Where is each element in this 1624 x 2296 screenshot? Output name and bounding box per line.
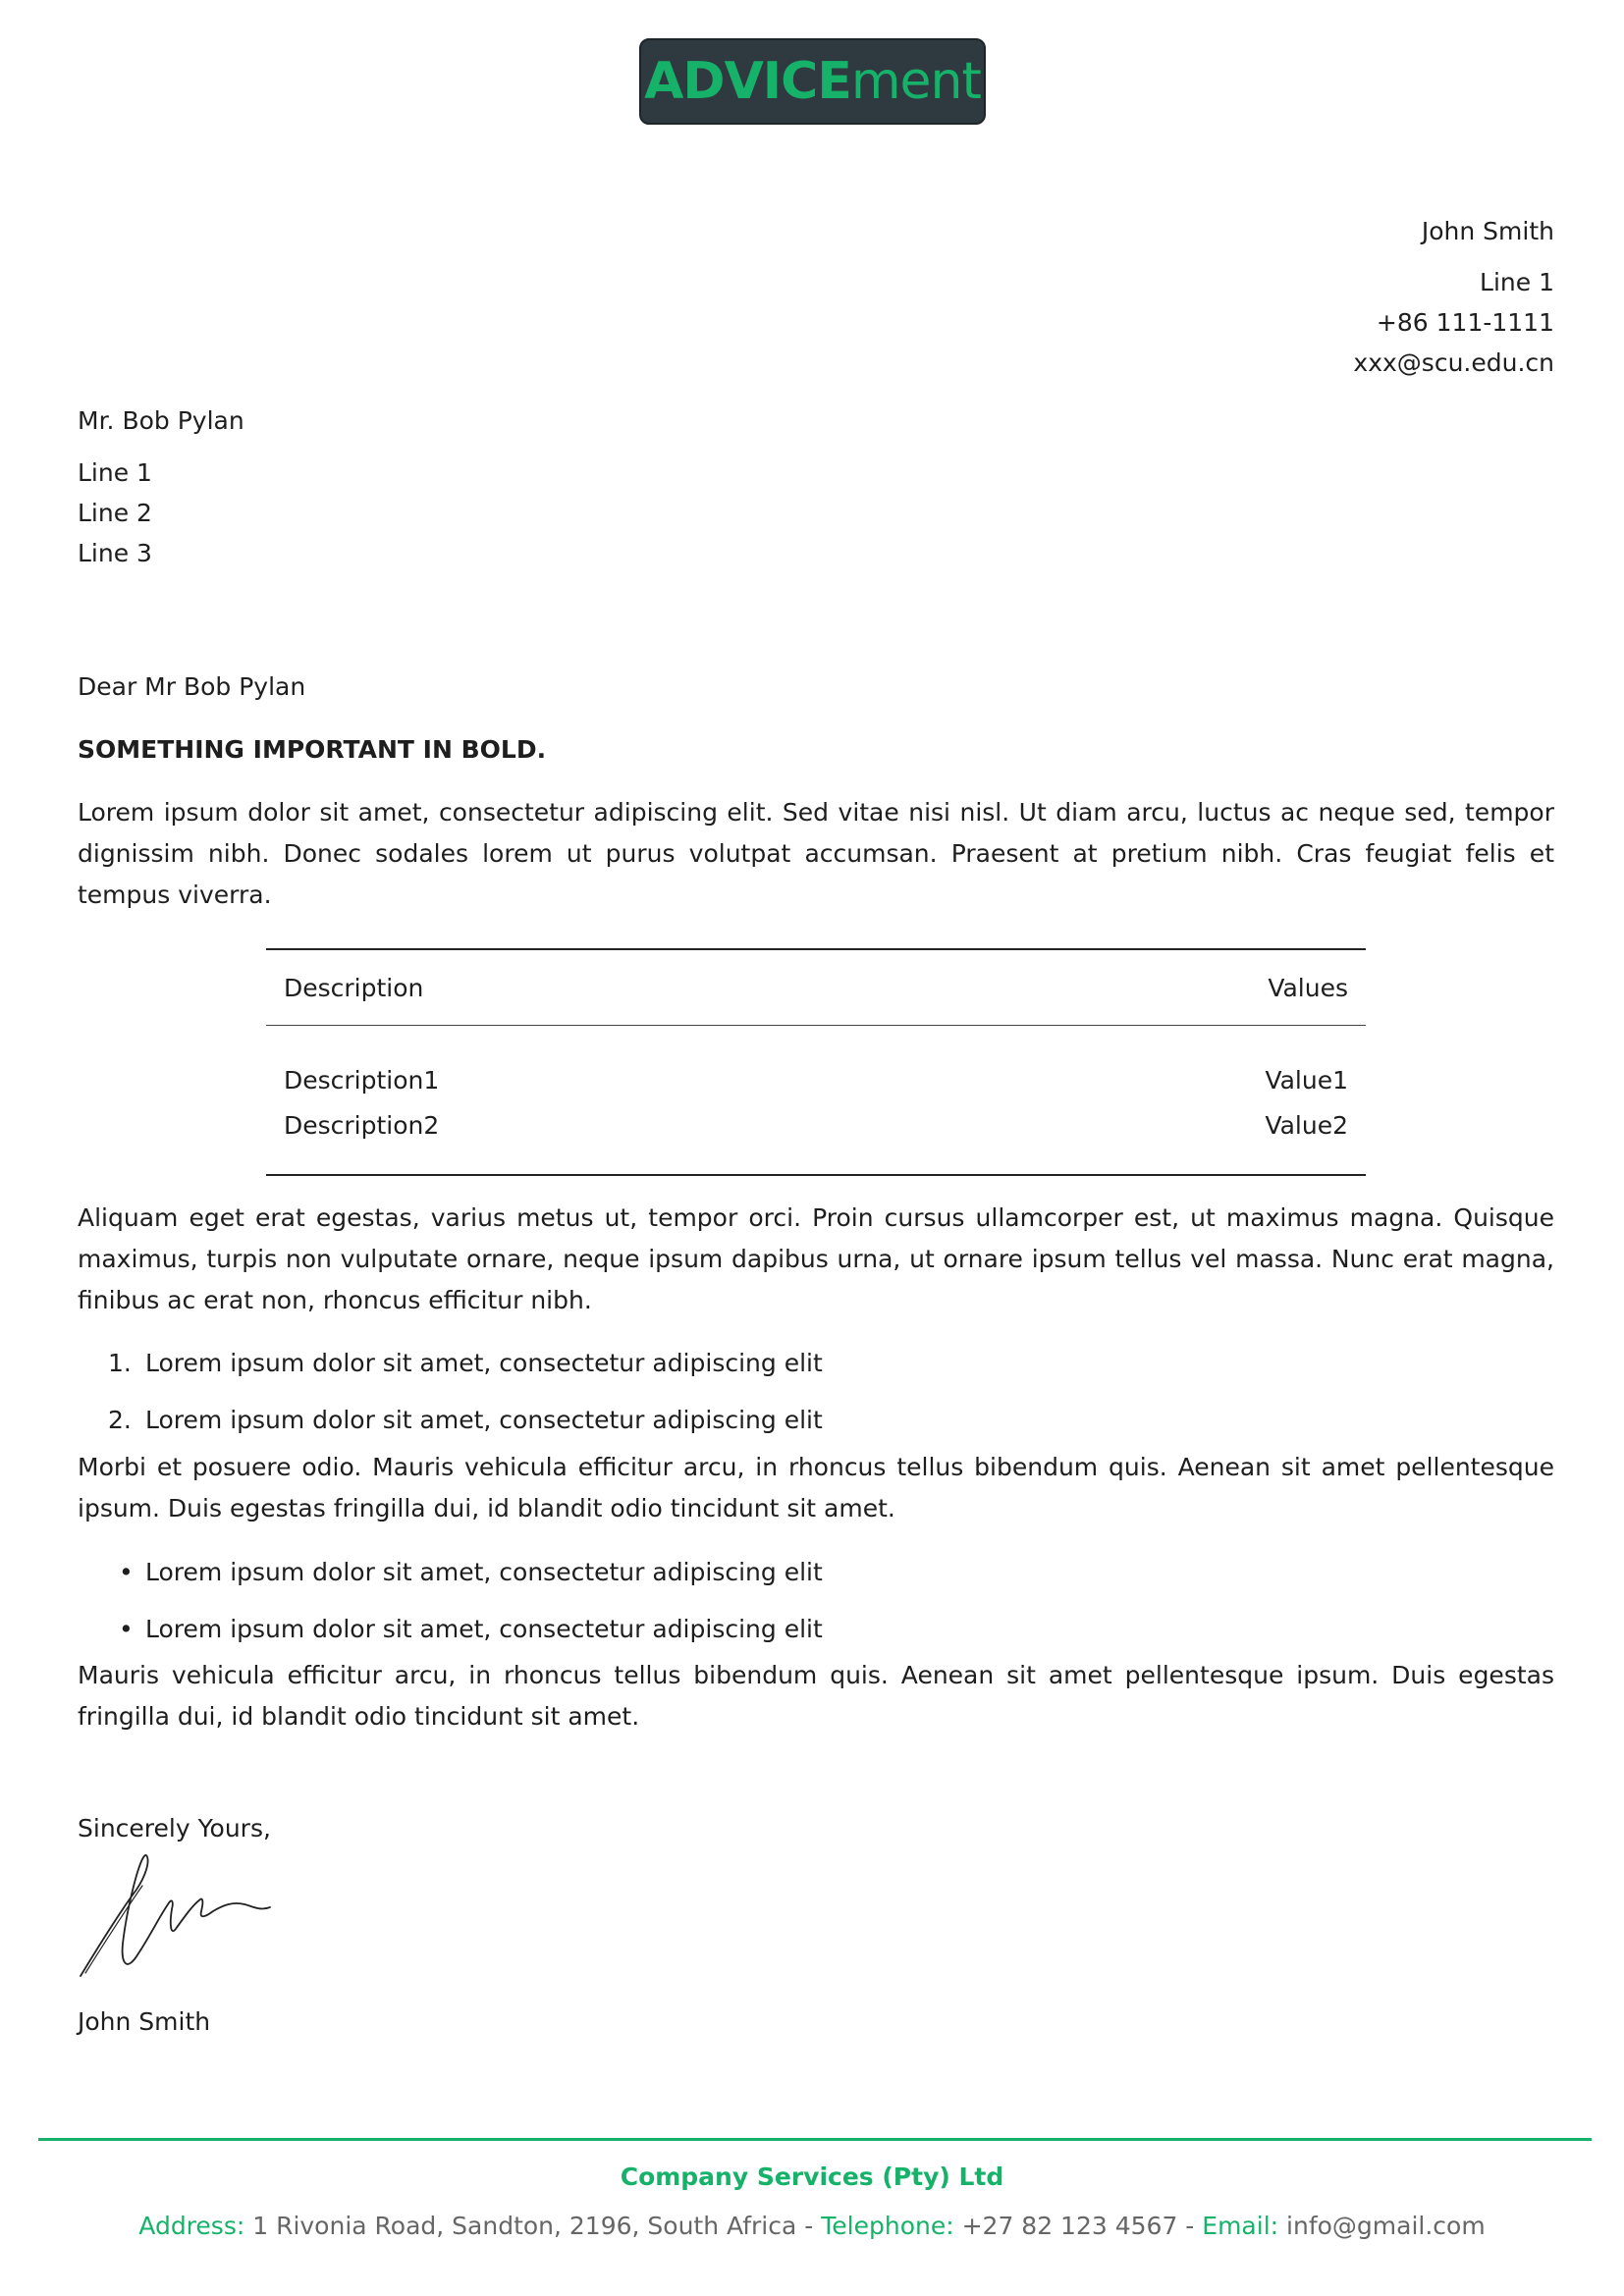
footer-divider <box>38 2138 1592 2141</box>
table-header-description: Description <box>284 973 424 1002</box>
list-item <box>119 1544 823 1601</box>
footer-contact-line <box>0 2212 1624 2240</box>
sender-address-line: Line 1 <box>1480 268 1554 296</box>
company-logo <box>639 38 986 125</box>
ordered-list <box>108 1335 823 1449</box>
footer-address: 1 Rivonia Road, Sandton, 2196, South Africa <box>252 2212 797 2240</box>
closing: Sincerely Yours, <box>78 1814 271 1842</box>
list-item-text: Lorem ipsum dolor sit amet, consectetur adipiscing elit <box>145 1615 823 1643</box>
bullet-icon: • <box>119 1558 134 1586</box>
list-item-text: Lorem ipsum dolor sit amet, consectetur adipiscing elit <box>145 1406 823 1434</box>
table-cell-value: Value1 <box>1265 1066 1348 1095</box>
greeting: Dear Mr Bob Pylan <box>78 672 306 701</box>
bullet-icon: • <box>119 1615 134 1643</box>
list-item-text: Lorem ipsum dolor sit amet, consectetur adipiscing elit <box>145 1349 823 1377</box>
recipient-name: Mr. Bob Pylan <box>78 406 244 435</box>
bullet-list <box>119 1544 823 1658</box>
paragraph-4: Mauris vehicula efficitur arcu, in rhoncus tellus bibendum quis. Aenean sit amet pellentesque ipsum. Duis egestas fringilla dui, id blandit odio tincidunt sit amet. <box>78 1661 1554 1731</box>
list-item <box>108 1392 823 1449</box>
sender-name: John Smith <box>1421 217 1554 245</box>
table-cell-value: Value2 <box>1265 1111 1348 1140</box>
bold-statement: SOMETHING IMPORTANT IN BOLD. <box>78 735 547 764</box>
recipient-address-line: Line 3 <box>78 539 152 567</box>
sender-email: xxx@scu.edu.cn <box>1353 348 1554 377</box>
list-item-number: 1. <box>108 1349 132 1377</box>
recipient-address-line: Line 2 <box>78 499 152 527</box>
footer-email-label: Email: <box>1202 2212 1279 2240</box>
footer-separator: - <box>1177 2212 1203 2240</box>
logo-text <box>644 52 981 111</box>
list-item-number: 2. <box>108 1406 132 1434</box>
table-header-values: Values <box>1268 973 1348 1002</box>
logo-text-light: ment <box>850 52 981 111</box>
footer-separator: - <box>796 2212 822 2240</box>
table-header-row <box>266 950 1366 1026</box>
values-table <box>266 948 1366 1176</box>
table-row <box>266 1026 1366 1095</box>
table-row <box>266 1095 1366 1174</box>
list-item-text: Lorem ipsum dolor sit amet, consectetur adipiscing elit <box>145 1558 823 1586</box>
footer-company-name: Company Services (Pty) Ltd <box>620 2163 1004 2191</box>
signature-image <box>78 1850 289 1983</box>
recipient-block <box>78 400 244 573</box>
recipient-address-line: Line 1 <box>78 458 152 487</box>
footer-phone: +27 82 123 4567 <box>961 2212 1178 2240</box>
list-item <box>119 1601 823 1658</box>
table-cell-description: Description1 <box>284 1066 440 1095</box>
table-cell-description: Description2 <box>284 1111 440 1140</box>
signer-name: John Smith <box>78 2007 211 2036</box>
logo-text-bold: ADVICE <box>644 52 851 111</box>
paragraph-3: Morbi et posuere odio. Mauris vehicula efficitur arcu, in rhoncus tellus bibendum quis. Aenean sit amet pellentesque ipsum. Duis egestas fringilla dui, id blandit odio tincidunt sit amet. <box>78 1453 1554 1522</box>
list-item <box>108 1335 823 1392</box>
footer-address-label: Address: <box>138 2212 245 2240</box>
footer-phone-label: Telephone: <box>821 2212 954 2240</box>
paragraph-2: Aliquam eget erat egestas, varius metus ut, tempor orci. Proin cursus ullamcorper est, ut maximus magna. Quisque maximus, turpis non vulputate ornare, neque ipsum dapibus urna, ut ornare ipsum tellus vel massa. Nunc erat magna, finibus ac erat non, rhoncus efficitur nibh. <box>78 1203 1554 1314</box>
footer-email: info@gmail.com <box>1286 2212 1486 2240</box>
sender-phone: +86 111-1111 <box>1376 308 1554 337</box>
sender-block <box>1353 211 1554 383</box>
paragraph-1: Lorem ipsum dolor sit amet, consectetur adipiscing elit. Sed vitae nisi nisl. Ut diam arcu, luctus ac neque sed, tempor dignissim nibh. Donec sodales lorem ut purus volutpat accumsan. Praesent at pretium nibh. Cras feugiat felis et tempus viverra. <box>78 798 1554 909</box>
